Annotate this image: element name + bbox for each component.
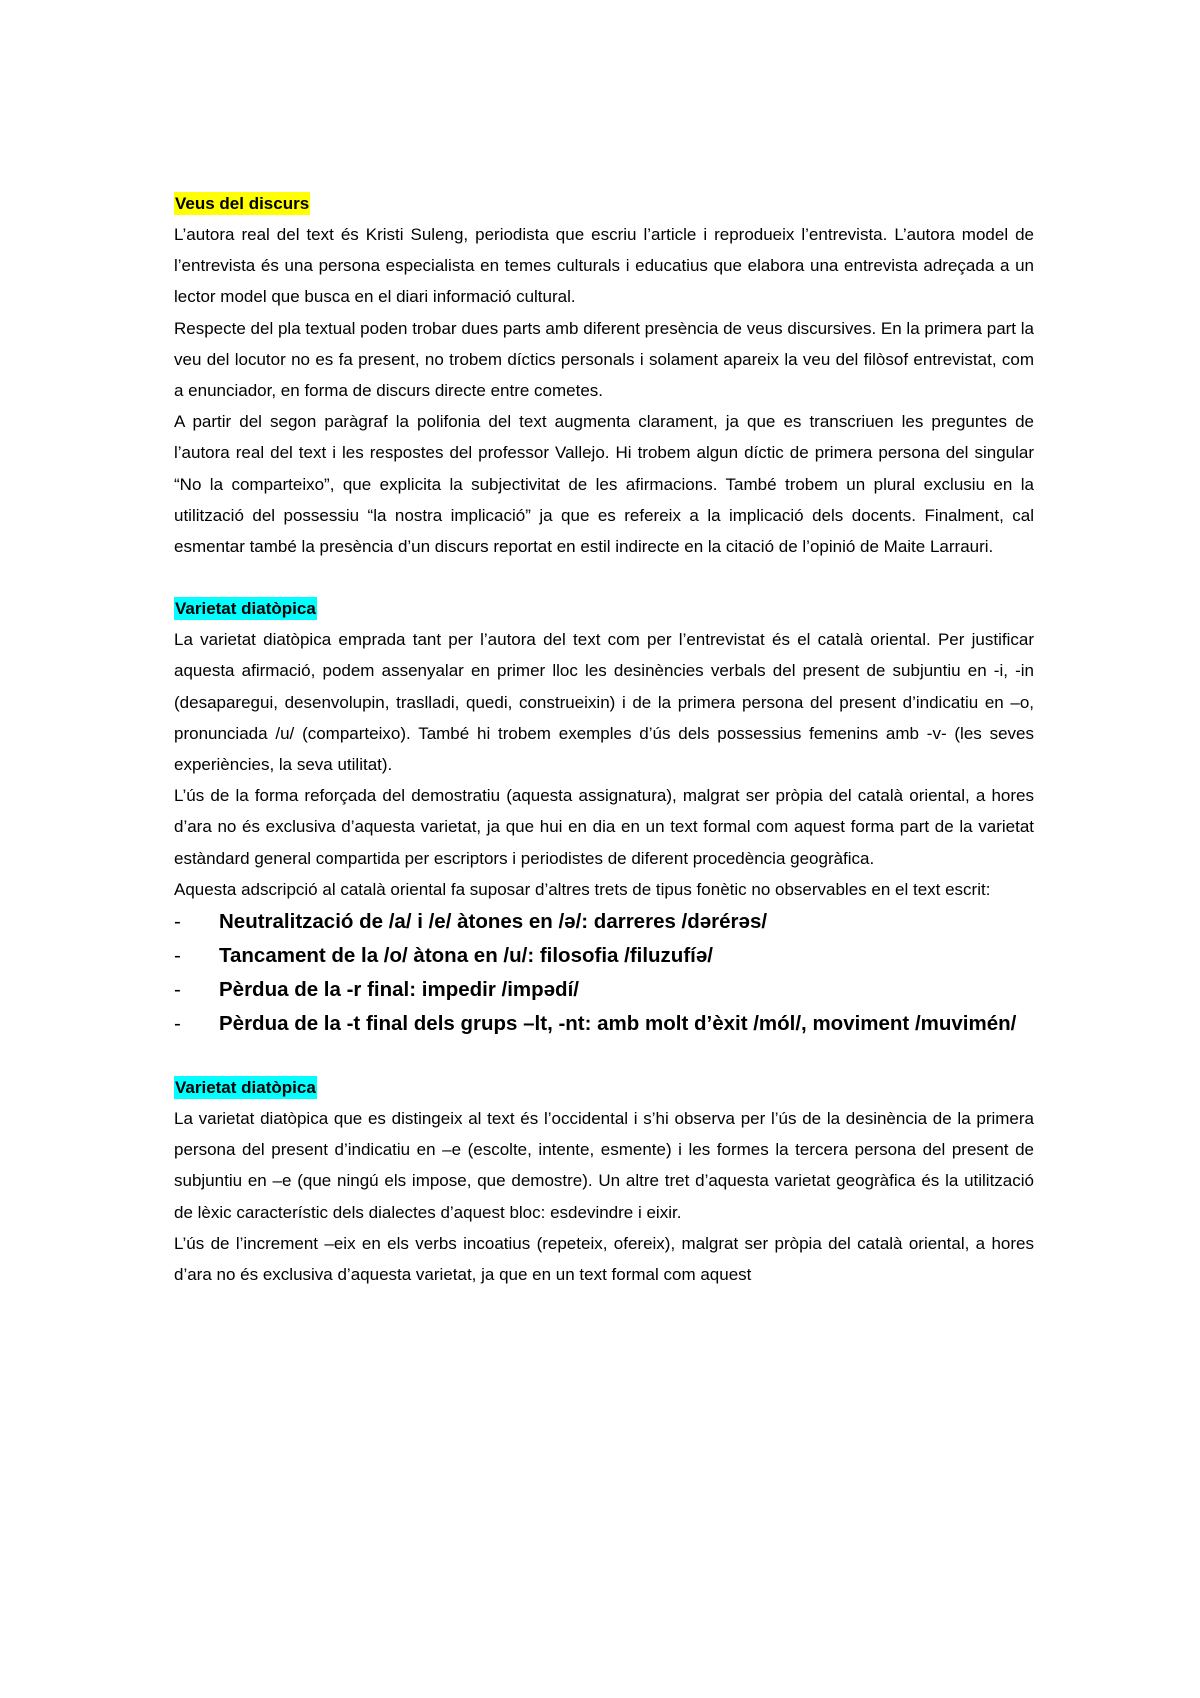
list-item-text: Tancament de la /o/ àtona en /u/: filosofia /filuzufíə/ xyxy=(219,944,713,968)
paragraph: Aquesta adscripció al català oriental fa suposar d’altres trets de tipus fonètic no observables en el text escrit: xyxy=(174,879,991,899)
phonetic-traits-list xyxy=(174,905,1034,1041)
section-varietat-diatopica-oriental xyxy=(174,593,1034,1041)
section-spacer xyxy=(174,1041,1034,1072)
paragraph: L’ús de la forma reforçada del demostratiu (aquesta assignatura), malgrat ser pròpia del català oriental, a hores d’ara no és exclusiva d’aquesta varietat, ja que hui en dia en un text formal com aquest forma part de la varietat estàndard general compartida per escriptors i periodistes de diferent procedència geogràfica. xyxy=(174,786,1034,868)
paragraph: Respecte del pla textual poden trobar dues parts amb diferent presència de veus discursives. En la primera part la veu del locutor no es fa present, no trobem díctics personals i solament apareix la veu del filòsof entrevistat, com a enunciador, en forma de discurs directe entre cometes. xyxy=(174,318,1034,401)
section-varietat-diatopica-occidental xyxy=(174,1072,1034,1290)
list-item-text: Neutralització de /a/ i /e/ àtones en /ə/: darreres /dərérəs/ xyxy=(219,910,768,934)
paragraph: La varietat diatòpica emprada tant per l’autora del text com per l’entrevistat és el català oriental. Per justificar aquesta afirmació, podem assenyalar en primer lloc les desinències verbals del present de subjuntiu en -i, -in (desaparegui, desenvolupin, traslladi, quedi, construeixin) i de la primera persona del present d’indicatiu en –o, pronunciada /u/ (comparteixo). També hi trobem exemples d’ús dels possessius femenins amb -v- (les seves experiències, la seva utilitat). xyxy=(174,630,1034,775)
paragraph: L’ús de l’increment –eix en els verbs incoatius (repeteix, ofereix), malgrat ser pròpia del català oriental, a hores d’ara no és exclusiva d’aquesta varietat, ja que en un text formal com aquest xyxy=(174,1233,1034,1285)
list-dash-marker: - xyxy=(174,944,181,968)
heading-highlight: Varietat diatòpica xyxy=(175,599,316,619)
heading-highlight: Varietat diatòpica xyxy=(175,1078,316,1098)
section-heading xyxy=(174,188,1034,219)
document-page xyxy=(174,188,1034,1290)
section-spacer xyxy=(174,562,1034,593)
list-item xyxy=(174,905,1034,939)
paragraph: L’autora real del text és Kristi Suleng, periodista que escriu l’article i reprodueix l’entrevista. L’autora model de l’entrevista és una persona especialista en temes culturals i educatius que elabora una entrevista adreçada a un lector model que busca en el diari informació cultural. xyxy=(174,225,1034,307)
list-item-text: Pèrdua de la -r final: impedir /impədí/ xyxy=(219,978,579,1002)
paragraph: A partir del segon paràgraf la polifonia del text augmenta clarament, ja que es transcriuen les preguntes de l’autora real del text i les respostes del professor Vallejo. Hi trobem algun díctic de primera persona del singular “No la comparteixo”, que explicita la subjectivitat de les afirmacions. També trobem un plural exclusiu en la utilització del possessiu “la nostra implicació” ja que es refereix a la implicació dels docents. Finalment, cal esmentar també la presència d’un discurs reportat en estil indirecte en la citació de l’opinió de Maite Larrauri. xyxy=(174,412,1034,557)
list-item-text: Pèrdua de la -t final dels grups –lt, -nt: amb molt d’èxit /mól/, moviment /muvimén/ xyxy=(219,1012,1017,1036)
list-dash-marker: - xyxy=(174,1012,181,1036)
section-veus-del-discurs xyxy=(174,188,1034,562)
paragraph: La varietat diatòpica que es distingeix al text és l’occidental i s’hi observa per l’ús de la desinència de la primera persona del present d’indicatiu en –e (escolte, intente, esmente) i les formes la tercera persona del present de subjuntiu en –e (que ningú els impose, que demostre). Un altre tret d’aquesta varietat geogràfica és la utilització de lèxic característic dels dialectes d’aquest bloc: esdevindre i eixir. xyxy=(174,1109,1034,1222)
list-dash-marker: - xyxy=(174,978,181,1002)
heading-highlight: Veus del discurs xyxy=(175,194,310,213)
list-item xyxy=(174,973,1034,1007)
section-heading xyxy=(174,1072,1034,1103)
list-item xyxy=(174,1007,1034,1041)
list-item xyxy=(174,939,1034,973)
section-heading xyxy=(174,593,1034,624)
list-dash-marker: - xyxy=(174,910,181,934)
